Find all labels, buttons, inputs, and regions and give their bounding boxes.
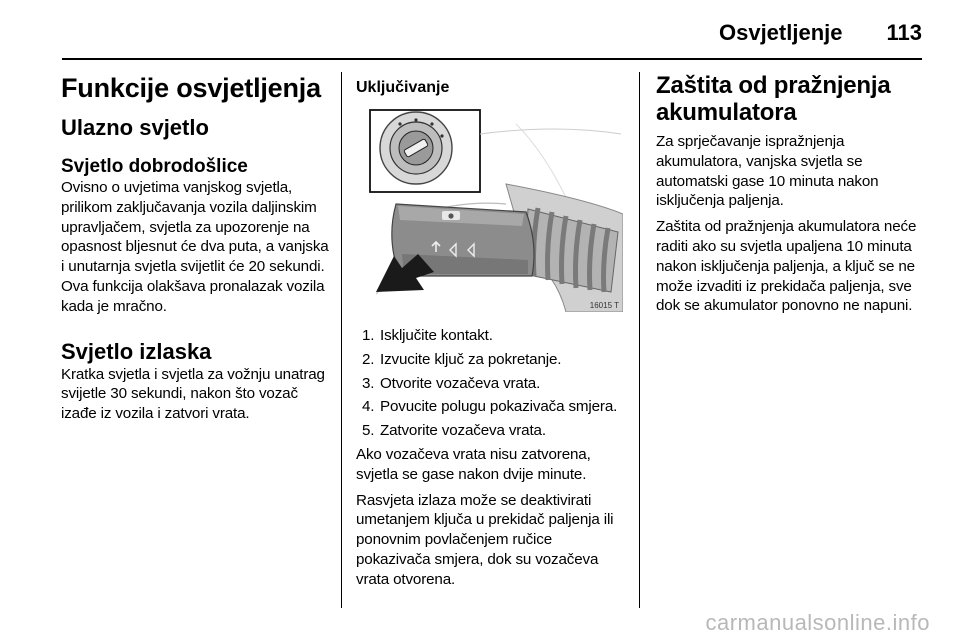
step-number: 1. xyxy=(362,327,375,344)
welcome-light-body: Ovisno o uvjetima vanjskog svjetla, prilikom zaključavanja vozila daljinskim upravljačem, svjetla za upozorenje na opasnost bljesnut će dva puta, a vanjska i unutarnja svjetla svijetlit će 20 sekundi. Ova funkcija olakšava pronalazak vozila kada je mračno. xyxy=(61,179,329,315)
activation-heading: Uključivanje xyxy=(356,79,450,96)
step-item xyxy=(356,421,624,441)
header-rule xyxy=(62,58,922,60)
column-divider-1 xyxy=(341,72,342,608)
column-2 xyxy=(356,72,624,590)
figure-code: 16015 T xyxy=(589,301,619,310)
indicator-stalk-illustration xyxy=(356,104,623,312)
door-open-note: Ako vozačeva vrata nisu zatvorena, svjetla se gase nakon dvije minute. xyxy=(356,445,591,483)
column-divider-2 xyxy=(639,72,640,608)
step-item xyxy=(356,326,624,346)
step-number: 4. xyxy=(362,398,375,416)
step-text: Izvucite ključ za pokretanje. xyxy=(380,350,562,368)
welcome-light-title: Svjetlo dobrodošlice xyxy=(61,156,248,177)
step-number: 5. xyxy=(362,422,375,440)
running-header xyxy=(719,20,922,46)
exit-light-title: Svjetlo izlaska xyxy=(61,338,212,364)
column-1 xyxy=(61,72,333,424)
deactivation-note: Rasvjeta izlaza može se deaktivirati umetanjem ključa u prekidač paljenja ili ponovnim povlačenjem ručice pokazivača smjera, dok su vozačeva vrata otvorena. xyxy=(356,491,614,588)
exit-light-body: Kratka svjetla i svjetla za vožnju unatrag svijetle 30 sekundi, nakon što vozač izađe iz vozila i zatvori vrata. xyxy=(61,365,325,423)
section-heading: Funkcije osvjetljenja xyxy=(61,73,321,103)
watermark: carmanualsonline.info xyxy=(705,610,930,635)
step-item xyxy=(356,350,624,370)
battery-protection-body-1: Za sprječavanje ispražnjenja akumulatora, vanjska svjetla se automatski gase 10 minuta nakon isključenja paljenja. xyxy=(656,133,879,210)
step-number: 3. xyxy=(362,374,375,392)
step-text: Isključite kontakt. xyxy=(380,327,493,344)
indicator-stalk-figure xyxy=(356,104,623,312)
step-number: 2. xyxy=(362,350,375,368)
step-item xyxy=(356,374,624,394)
activation-steps xyxy=(356,326,624,441)
step-text: Povucite polugu pokazivača smjera. xyxy=(380,398,618,416)
column-3 xyxy=(656,72,924,316)
page-number: 113 xyxy=(886,20,922,45)
step-text: Zatvorite vozačeva vrata. xyxy=(380,422,546,440)
battery-protection-body-2: Zaštita od pražnjenja akumulatora neće raditi ako su svjetla upaljena 10 minuta nakon isključenja paljenja, a ključ se ne može izvaditi iz prekidača paljenja, sve dok se akumulator ponovno ne napuni. xyxy=(656,218,917,315)
subsection-heading: Ulazno svjetlo xyxy=(61,115,209,140)
step-item xyxy=(356,397,624,417)
battery-protection-heading: Zaštita od pražnjenja akumulatora xyxy=(656,72,891,126)
chapter-title: Osvjetljenje xyxy=(718,20,843,45)
step-text: Otvorite vozačeva vrata. xyxy=(380,374,541,392)
